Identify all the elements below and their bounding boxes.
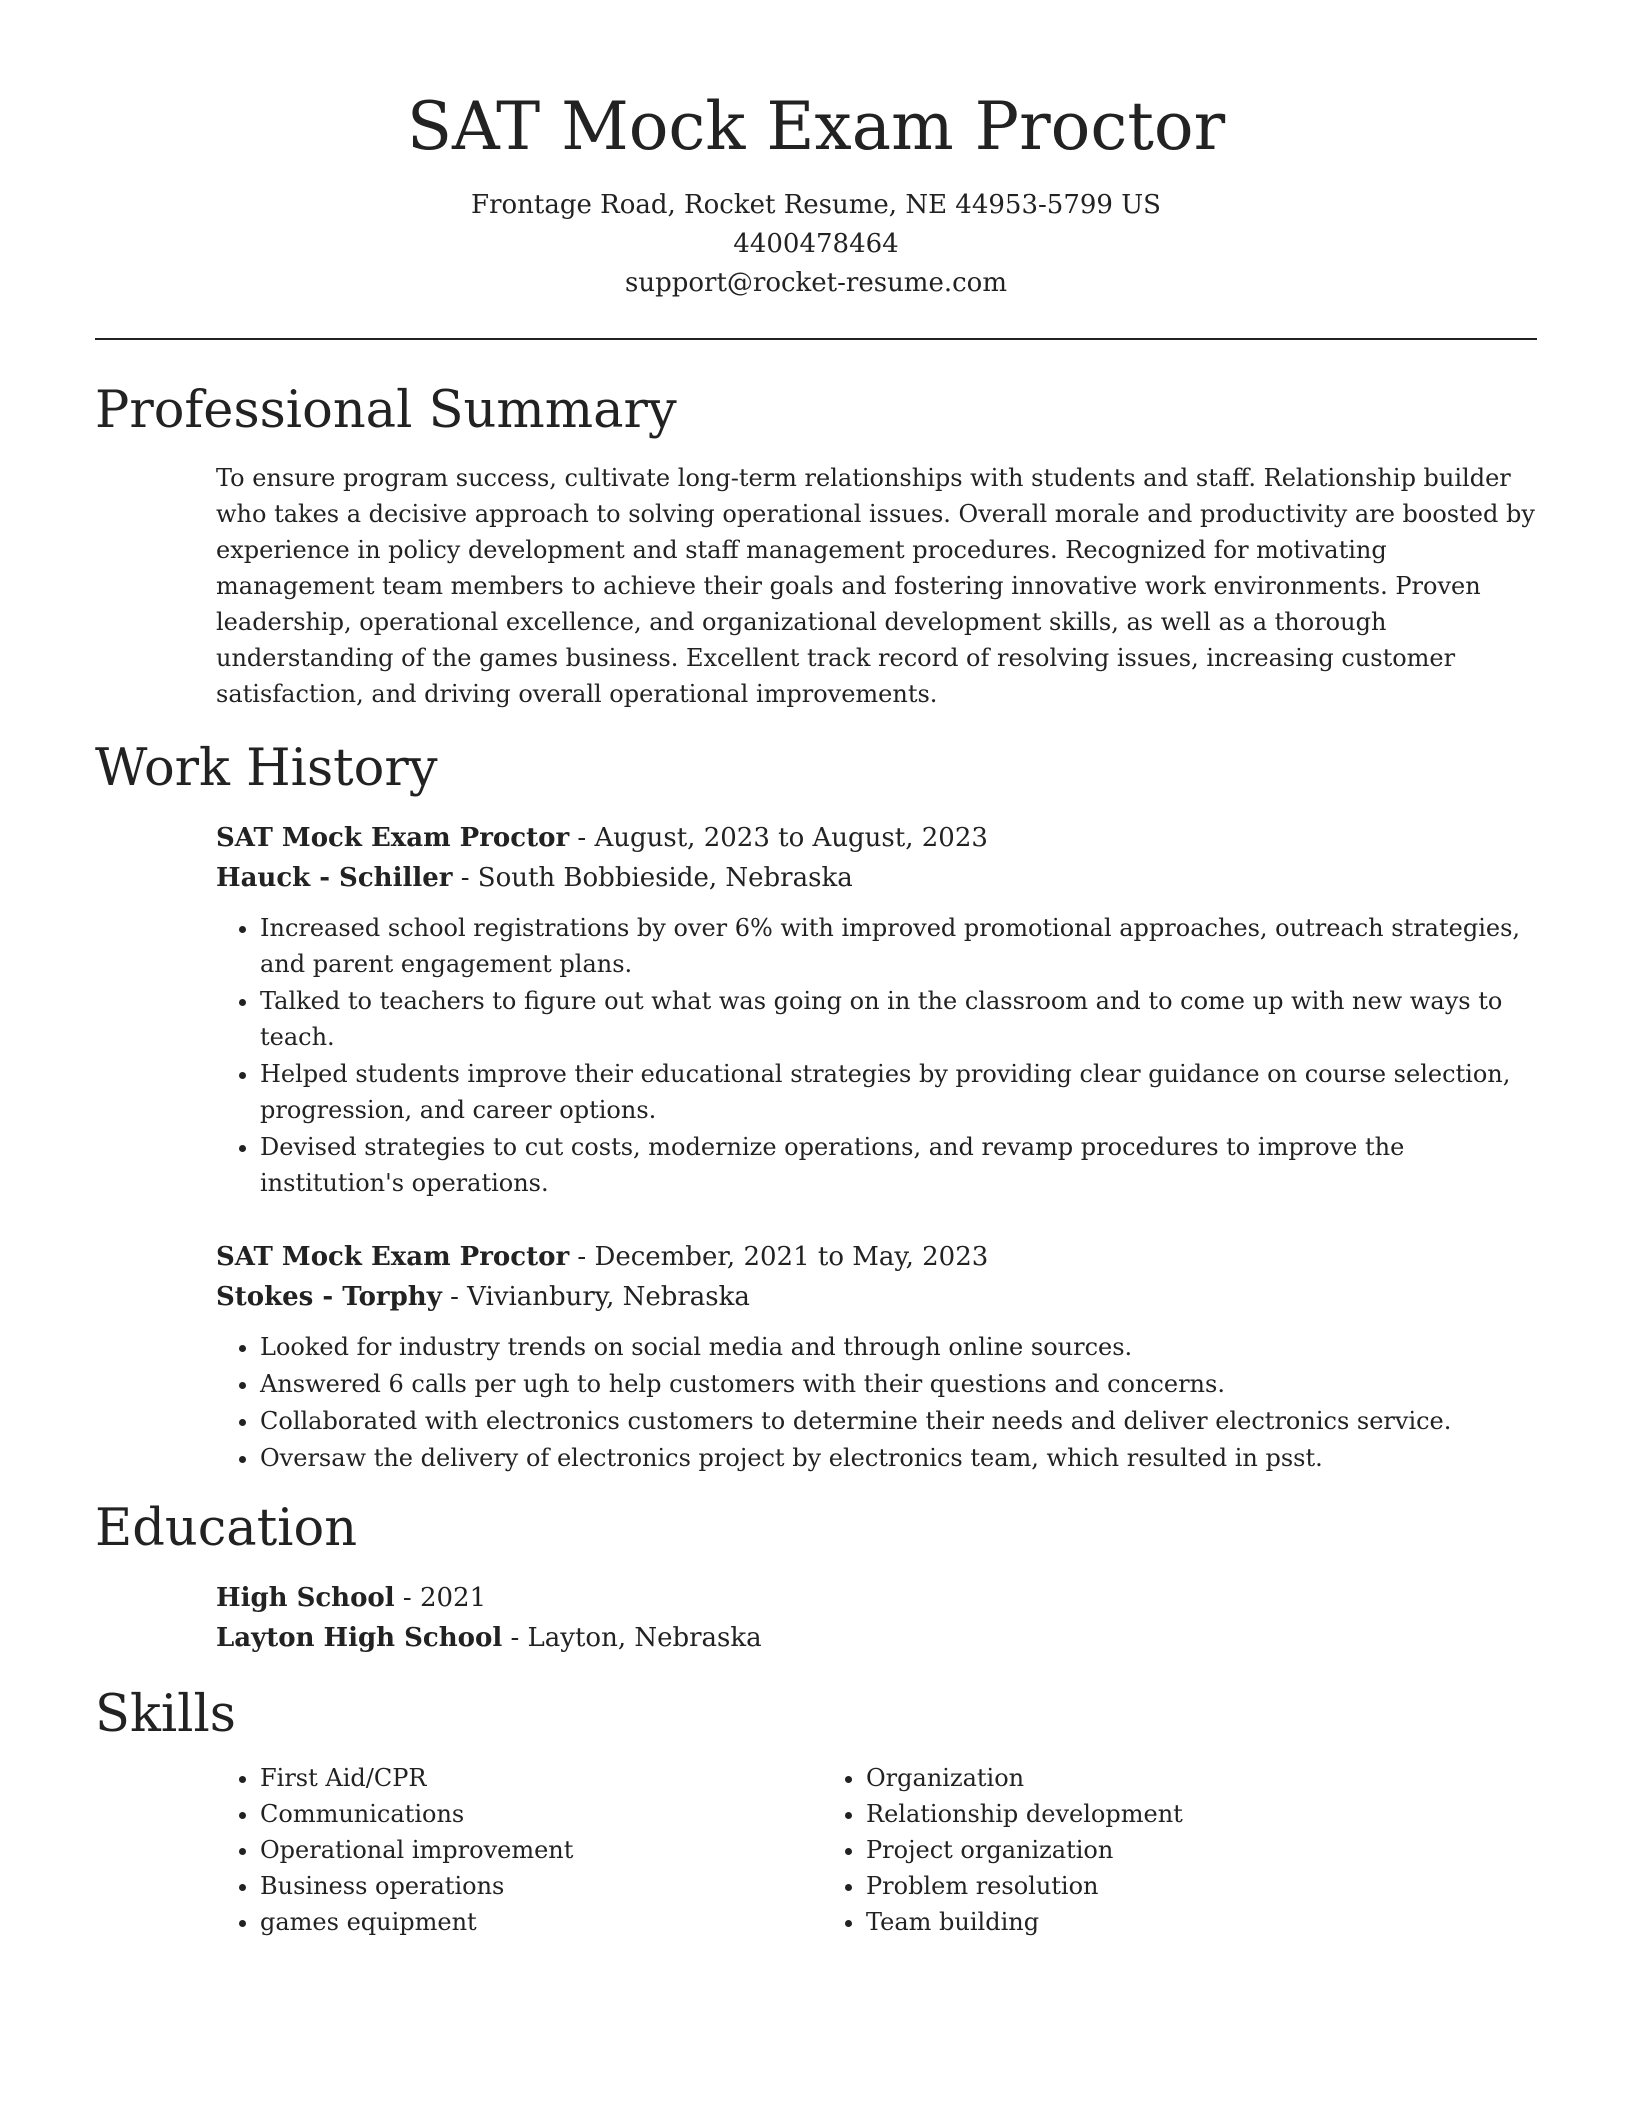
job-bullets <box>216 1329 1537 1476</box>
job-bullets <box>216 910 1537 1201</box>
job-bullet: • Helped students improve their educational strategies by providing clear guidance on course selection, progression, and career options. <box>260 1056 1537 1128</box>
job-dates: - December, 2021 to May, 2023 <box>569 1242 989 1272</box>
job-dates: - August, 2023 to August, 2023 <box>569 823 988 853</box>
section-title-skills: Skills <box>95 1685 236 1744</box>
skills-list-right <box>822 1760 1428 1940</box>
job-bullet: • Increased school registrations by over 6% with improved promotional approaches, outreach strategies, and parent engagement plans. <box>260 910 1537 982</box>
job-company: Hauck - Schiller <box>216 863 453 893</box>
phone: 4400478464 <box>733 229 899 259</box>
job-company: Stokes - Torphy <box>216 1282 442 1312</box>
job-entry <box>95 1237 1537 1476</box>
job-location: - Vivianbury, Nebraska <box>441 1282 750 1312</box>
skill-item: • Relationship development <box>866 1796 1428 1832</box>
work-history-section <box>95 738 1537 1476</box>
contact-info <box>95 186 1537 303</box>
job-title-line <box>216 1237 1537 1277</box>
section-title-summary: Professional Summary <box>95 381 677 440</box>
education-school: Layton High School <box>216 1623 503 1653</box>
job-bullet: • Collaborated with electronics customers to determine their needs and deliver electronics service. <box>260 1403 1537 1439</box>
summary-section <box>95 380 1537 712</box>
address: Frontage Road, Rocket Resume, NE 44953-5799 US <box>471 190 1161 220</box>
email[interactable]: support@rocket-resume.com <box>624 268 1007 298</box>
job-bullet: • Oversaw the delivery of electronics project by electronics team, which resulted in psst. <box>260 1440 1537 1476</box>
skills-list-left <box>216 1760 822 1940</box>
skill-item: • Team building <box>866 1904 1428 1940</box>
job-company-line <box>216 858 1537 898</box>
skill-item: • First Aid/CPR <box>260 1760 822 1796</box>
job-company-line <box>216 1277 1537 1317</box>
summary-text: To ensure program success, cultivate long-term relationships with students and staff. Relationship builder who takes a decisive approach to solving operational issues. Overall morale and productivity are boosted by experience in policy development and staff management procedures. Recognized for motivating management team members to achieve their goals and fostering innovative work environments. Proven leadership, operational excellence, and organizational development skills, as well as a thorough understanding of the games business. Excellent track record of resolving issues, increasing customer satisfaction, and driving overall operational improvements. <box>216 464 1535 708</box>
job-bullet: • Looked for industry trends on social media and through online sources. <box>260 1329 1537 1365</box>
education-degree: High School <box>216 1583 395 1613</box>
job-title-line <box>216 818 1537 858</box>
education-entry <box>95 1578 1537 1658</box>
job-bullet: • Devised strategies to cut costs, modernize operations, and revamp procedures to improve the institution's operations. <box>260 1129 1537 1201</box>
skill-item: • Business operations <box>260 1868 822 1904</box>
education-section <box>95 1498 1537 1658</box>
candidate-name: SAT Mock Exam Proctor <box>406 88 1226 165</box>
skill-item: • Operational improvement <box>260 1832 822 1868</box>
job-role: SAT Mock Exam Proctor <box>216 823 570 853</box>
job-bullet: • Answered 6 calls per ugh to help customers with their questions and concerns. <box>260 1366 1537 1402</box>
education-degree-line <box>216 1578 1537 1618</box>
job-entry <box>95 818 1537 1201</box>
section-title-education: Education <box>95 1499 358 1558</box>
skill-item: • Problem resolution <box>866 1868 1428 1904</box>
skill-item: • games equipment <box>260 1904 822 1940</box>
education-year: - 2021 <box>394 1583 487 1613</box>
skills-section <box>95 1684 1537 1940</box>
job-location: - South Bobbieside, Nebraska <box>452 863 853 893</box>
job-bullet: • Talked to teachers to figure out what was going on in the classroom and to come up with new ways to teach. <box>260 983 1537 1055</box>
education-location: - Layton, Nebraska <box>502 1623 762 1653</box>
job-role: SAT Mock Exam Proctor <box>216 1242 570 1272</box>
resume-header <box>95 0 1537 303</box>
skill-item: • Communications <box>260 1796 822 1832</box>
header-divider <box>95 338 1537 340</box>
skill-item: • Project organization <box>866 1832 1428 1868</box>
skills-grid <box>95 1760 1537 1940</box>
section-title-work: Work History <box>95 739 438 798</box>
education-school-line <box>216 1618 1537 1658</box>
skill-item: • Organization <box>866 1760 1428 1796</box>
